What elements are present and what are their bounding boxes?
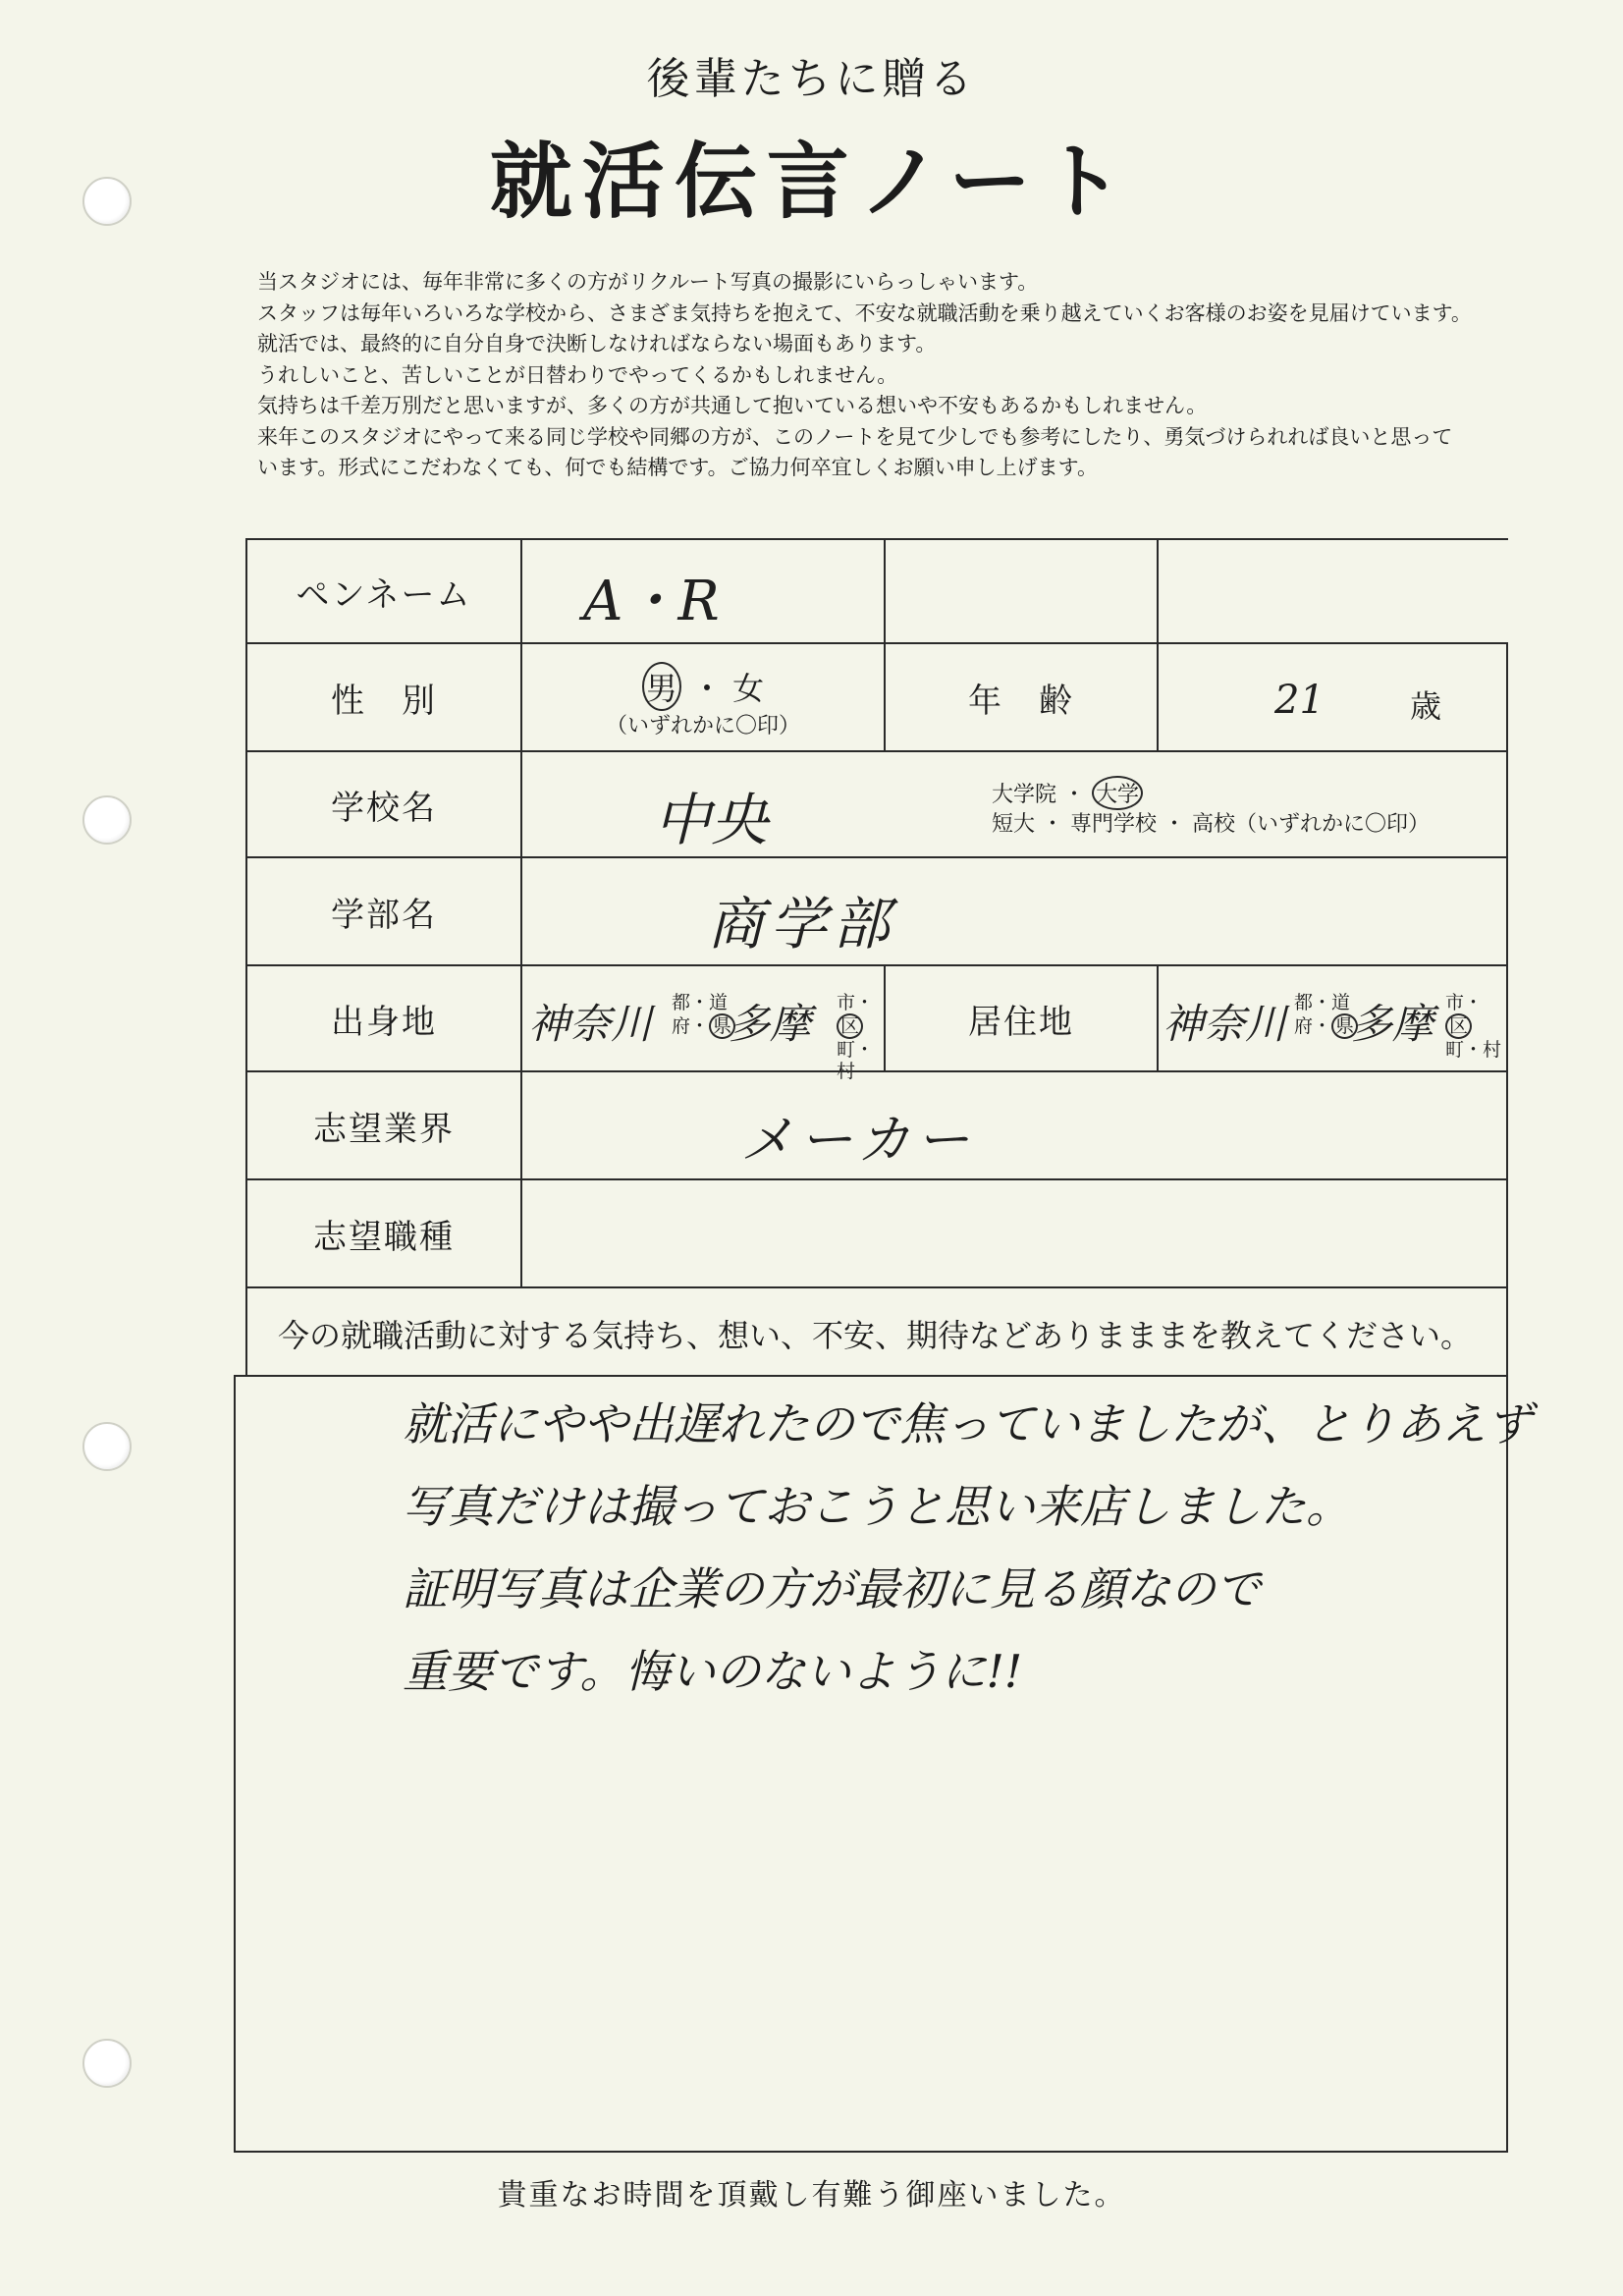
hometown-city: 多摩	[729, 1000, 812, 1048]
school-label: 学校名	[245, 750, 522, 858]
city-circled-option: 区	[837, 1013, 863, 1039]
pen-name-field[interactable]	[520, 538, 886, 644]
gender-label: 性 別	[245, 642, 522, 752]
pref-suffix-line-2: 府・	[672, 1015, 710, 1037]
school-type-line-2: 短大 ・ 専門学校 ・ 高校（いずれかに〇印）	[992, 812, 1430, 837]
intro-text	[257, 267, 1593, 484]
city-suffix-line-2: 町・村	[1445, 1039, 1502, 1061]
intro-line: 来年このスタジオにやって来る同じ学校や同郷の方が、このノートを見て少しでも参考にしたり、勇気づけられれば良いと思って	[257, 424, 1453, 449]
school-field[interactable]	[520, 750, 1508, 858]
city-suffix-line-1: 市・	[1445, 992, 1484, 1013]
intro-line: 就活では、最終的に自分自身で決断しなければならない場面もあります。	[257, 332, 937, 355]
school-type-separator: ・	[1063, 783, 1086, 807]
city-suffix-line-1: 市・	[837, 992, 875, 1013]
intro-line: います。形式にこだわなくても、何でも結構です。ご協力何卒宜しくお願い申し上げます。	[257, 456, 1098, 479]
pref-circled-option: 県	[1331, 1013, 1358, 1039]
school-type-line-1	[992, 776, 1143, 810]
hometown-field[interactable]	[520, 964, 886, 1082]
industry-value: メーカー	[740, 1109, 975, 1171]
punch-hole-4	[82, 2039, 132, 2088]
message-line: 重要です。悔いのないように!!	[403, 1645, 1023, 1698]
blank-cell-b	[1157, 538, 1508, 644]
age-label: 年 齢	[884, 642, 1159, 752]
residence-label: 居住地	[884, 964, 1159, 1072]
gender-male-option[interactable]: 男	[642, 662, 681, 711]
pref-circled-option: 県	[709, 1013, 735, 1039]
intro-line: スタッフは毎年いろいろな学校から、さまざま気持ちを抱えて、不安な就職活動を乗り越えていくお客様のお姿を見届けています。	[257, 301, 1472, 325]
residence-city-suffix	[1445, 992, 1506, 1061]
hometown-city-suffix	[837, 992, 884, 1082]
school-value: 中央	[654, 787, 769, 853]
gender-note: （いずれかに〇印）	[605, 714, 800, 738]
blank-cell-a	[884, 538, 1159, 644]
pref-suffix-line-2: 府・	[1294, 1015, 1332, 1037]
residence-prefecture: 神奈川	[1163, 1000, 1287, 1048]
pref-suffix-line-1: 都・道	[672, 992, 729, 1013]
punch-hole-3	[82, 1422, 132, 1471]
hometown-prefecture: 神奈川	[528, 1000, 653, 1048]
school-type-graduate[interactable]: 大学院	[992, 783, 1057, 807]
pref-suffix-line-1: 都・道	[1294, 992, 1351, 1013]
gender-separator: ・	[690, 670, 723, 707]
intro-line: 当スタジオには、毎年非常に多くの方がリクルート写真の撮影にいらっしゃいます。	[257, 270, 1039, 294]
industry-field[interactable]	[520, 1070, 1508, 1180]
hometown-label: 出身地	[245, 964, 522, 1072]
footer-thanks: 貴重なお時間を頂戴し有難う御座いました。	[497, 2178, 1126, 2213]
intro-line: うれしいこと、苦しいことが日替わりでやってくるかもしれません。	[257, 362, 898, 387]
age-unit: 歳	[1410, 687, 1442, 725]
industry-label: 志望業界	[245, 1070, 522, 1180]
age-field[interactable]	[1157, 642, 1508, 752]
message-line: 就活にやや出遅れたので焦っていましたが、とりあえず	[403, 1397, 1532, 1450]
school-type-university[interactable]: 大学	[1092, 776, 1143, 810]
intro-line: 気持ちは千差万別だと思いますが、多くの方が共通して抱いている想いや不安もあるかもしれません。	[257, 394, 1208, 417]
page-title: 就活伝言ノート	[489, 134, 1134, 230]
question-text: 今の就職活動に対する気持ち、想い、不安、期待などありまままを教えてください。	[277, 1317, 1472, 1354]
job-type-label: 志望職種	[245, 1178, 522, 1288]
city-suffix-line-2: 町・村	[837, 1039, 875, 1082]
faculty-label: 学部名	[245, 856, 522, 966]
gender-female-option[interactable]: 女	[732, 670, 765, 707]
residence-pref-suffix	[1294, 992, 1358, 1039]
residence-city: 多摩	[1351, 1000, 1434, 1048]
hometown-pref-suffix	[672, 992, 735, 1039]
job-type-field[interactable]	[520, 1178, 1508, 1288]
residence-field[interactable]	[1157, 964, 1508, 1072]
gender-field[interactable]	[520, 642, 886, 752]
page-subtitle: 後輩たちに贈る	[646, 54, 977, 104]
faculty-field[interactable]	[520, 856, 1508, 966]
faculty-value: 商学部	[707, 891, 896, 957]
message-line: 証明写真は企業の方が最初に見る顔なので	[403, 1562, 1261, 1615]
city-circled-option: 区	[1445, 1013, 1472, 1039]
pen-name-value: A・R	[583, 570, 720, 633]
age-value: 21	[1274, 678, 1325, 723]
message-text	[403, 1383, 1532, 1713]
pen-name-label: ペンネーム	[245, 538, 522, 644]
message-line: 写真だけは撮っておこうと思い来店しました。	[403, 1480, 1351, 1533]
punch-hole-2	[82, 795, 132, 845]
